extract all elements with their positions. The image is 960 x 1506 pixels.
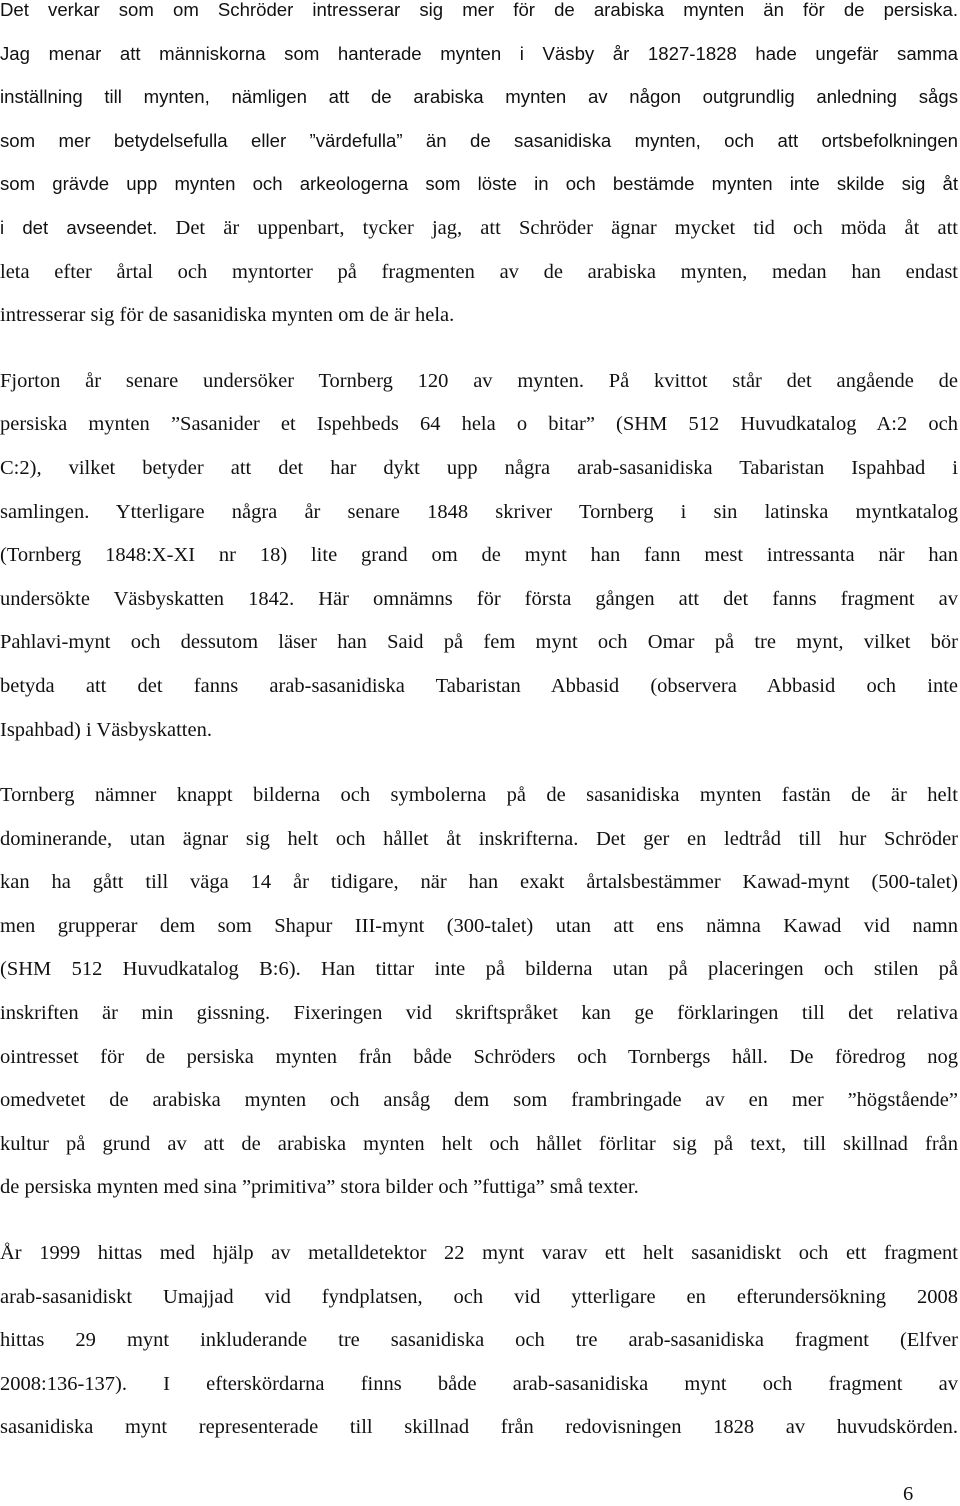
paragraph-line: Tornberg nämner knappt bilderna och symbolerna på de sasanidiska mynten fastän de är helt xyxy=(0,784,958,807)
paragraph-line-mixed xyxy=(0,206,958,251)
paragraph-line: kultur på grund av att de arabiska mynten helt och hållet förlitar sig på text, till skillnad från xyxy=(0,1132,958,1155)
paragraph-line: inställning till mynten, nämligen att de arabiska mynten av någon outgrundlig anledning sågs xyxy=(0,86,958,108)
paragraph-line: Jag menar att människorna som hanterade mynten i Väsby år 1827-1828 hade ungefär samma xyxy=(0,42,958,64)
paragraph-line: inskriften är min gissning. Fixeringen vid skriftspråket kan ge förklaringen till det relativa xyxy=(0,1002,958,1025)
paragraph-line: Det verkar som om Schröder intresserar sig mer för de arabiska mynten än för de persiska. xyxy=(0,0,958,20)
paragraph-line: betyda att det fanns arab-sasanidiska Tabaristan Abbasid (observera Abbasid och inte xyxy=(0,674,958,697)
page-number: 6 xyxy=(903,1483,914,1505)
paragraph-gap xyxy=(0,752,958,774)
paragraph-line: År 1999 hittas med hjälp av metalldetektor 22 mynt varav ett helt sasanidiskt och ett fragment xyxy=(0,1242,958,1265)
paragraph-line: intresserar sig för de sasanidiska mynten om de är hela. xyxy=(0,304,455,327)
paragraph-4 xyxy=(0,1232,958,1450)
paragraph-line: dominerande, utan ägnar sig helt och hållet åt inskrifterna. Det ger en ledtråd till hur Schröder xyxy=(0,827,958,850)
paragraph-line: undersökte Väsbyskatten 1842. Här omnämns för första gången att det fanns fragment av xyxy=(0,587,958,610)
paragraph-line: Pahlavi-mynt och dessutom läser han Said på fem mynt och Omar på tre mynt, vilket bör xyxy=(0,631,958,654)
paragraph-line: persiska mynten ”Sasanider et Ispehbeds 64 hela o bitar” (SHM 512 Huvudkatalog A:2 och xyxy=(0,413,958,436)
paragraph-3 xyxy=(0,774,958,1210)
paragraph-2 xyxy=(0,360,958,752)
paragraph-line: C:2), vilket betyder att det har dykt upp några arab-sasanidiska Tabaristan Ispahbad i xyxy=(0,456,958,479)
paragraph-line: samlingen. Ytterligare några år senare 1848 skriver Tornberg i sin latinska myntkatalog xyxy=(0,500,958,523)
paragraph-line: omedvetet de arabiska mynten och ansåg dem som frambringade av en mer ”högstående” xyxy=(0,1089,958,1112)
paragraph-line: (Tornberg 1848:X-XI nr 18) lite grand om de mynt han fann mest intressanta när han xyxy=(0,544,958,567)
paragraph-line: som mer betydelsefulla eller ”värdefulla” än de sasanidiska mynten, och att ortsbefolkningen xyxy=(0,129,958,151)
paragraph-line: leta efter årtal och myntorter på fragmenten av de arabiska mynten, medan han endast xyxy=(0,260,958,283)
paragraph-line-sans-part: i det avseendet. xyxy=(0,216,158,238)
paragraph-line: Fjorton år senare undersöker Tornberg 120 av mynten. På kvittot står det angående de xyxy=(0,369,958,392)
paragraph-gap xyxy=(0,338,958,360)
paragraph-line-serif-part: Det är uppenbart, tycker jag, att Schröder ägnar mycket tid och möda åt att xyxy=(157,216,958,239)
paragraph-line: men grupperar dem som Shapur III-mynt (300-talet) utan att ens nämna Kawad vid namn xyxy=(0,914,958,937)
paragraph-gap xyxy=(0,1210,958,1232)
paragraph-line: 2008:136-137). I efterskördarna finns både arab-sasanidiska mynt och fragment av xyxy=(0,1372,958,1395)
paragraph-line: ointresset för de persiska mynten från både Schröders och Tornbergs håll. De föredrog nog xyxy=(0,1045,958,1068)
paragraph-line: kan ha gått till väga 14 år tidigare, när han exakt årtalsbestämmer Kawad-mynt (500-talet) xyxy=(0,871,958,894)
paragraph-1 xyxy=(0,0,958,338)
paragraph-line: sasanidiska mynt representerade till skillnad från redovisningen 1828 av huvudskörden. xyxy=(0,1416,958,1439)
paragraph-line: de persiska mynten med sina ”primitiva” stora bilder och ”futtiga” små texter. xyxy=(0,1176,639,1199)
paragraph-line: Ispahbad) i Väsbyskatten. xyxy=(0,718,212,741)
paragraph-line: arab-sasanidiskt Umajjad vid fyndplatsen, och vid ytterligare en efterundersökning 2008 xyxy=(0,1285,958,1308)
paragraph-line: som grävde upp mynten och arkeologerna som löste in och bestämde mynten inte skilde sig åt xyxy=(0,173,958,195)
paragraph-line: hittas 29 mynt inkluderande tre sasanidiska och tre arab-sasanidiska fragment (Elfver xyxy=(0,1329,958,1352)
paragraph-line: (SHM 512 Huvudkatalog B:6). Han tittar inte på bilderna utan på placeringen och stilen på xyxy=(0,958,958,981)
